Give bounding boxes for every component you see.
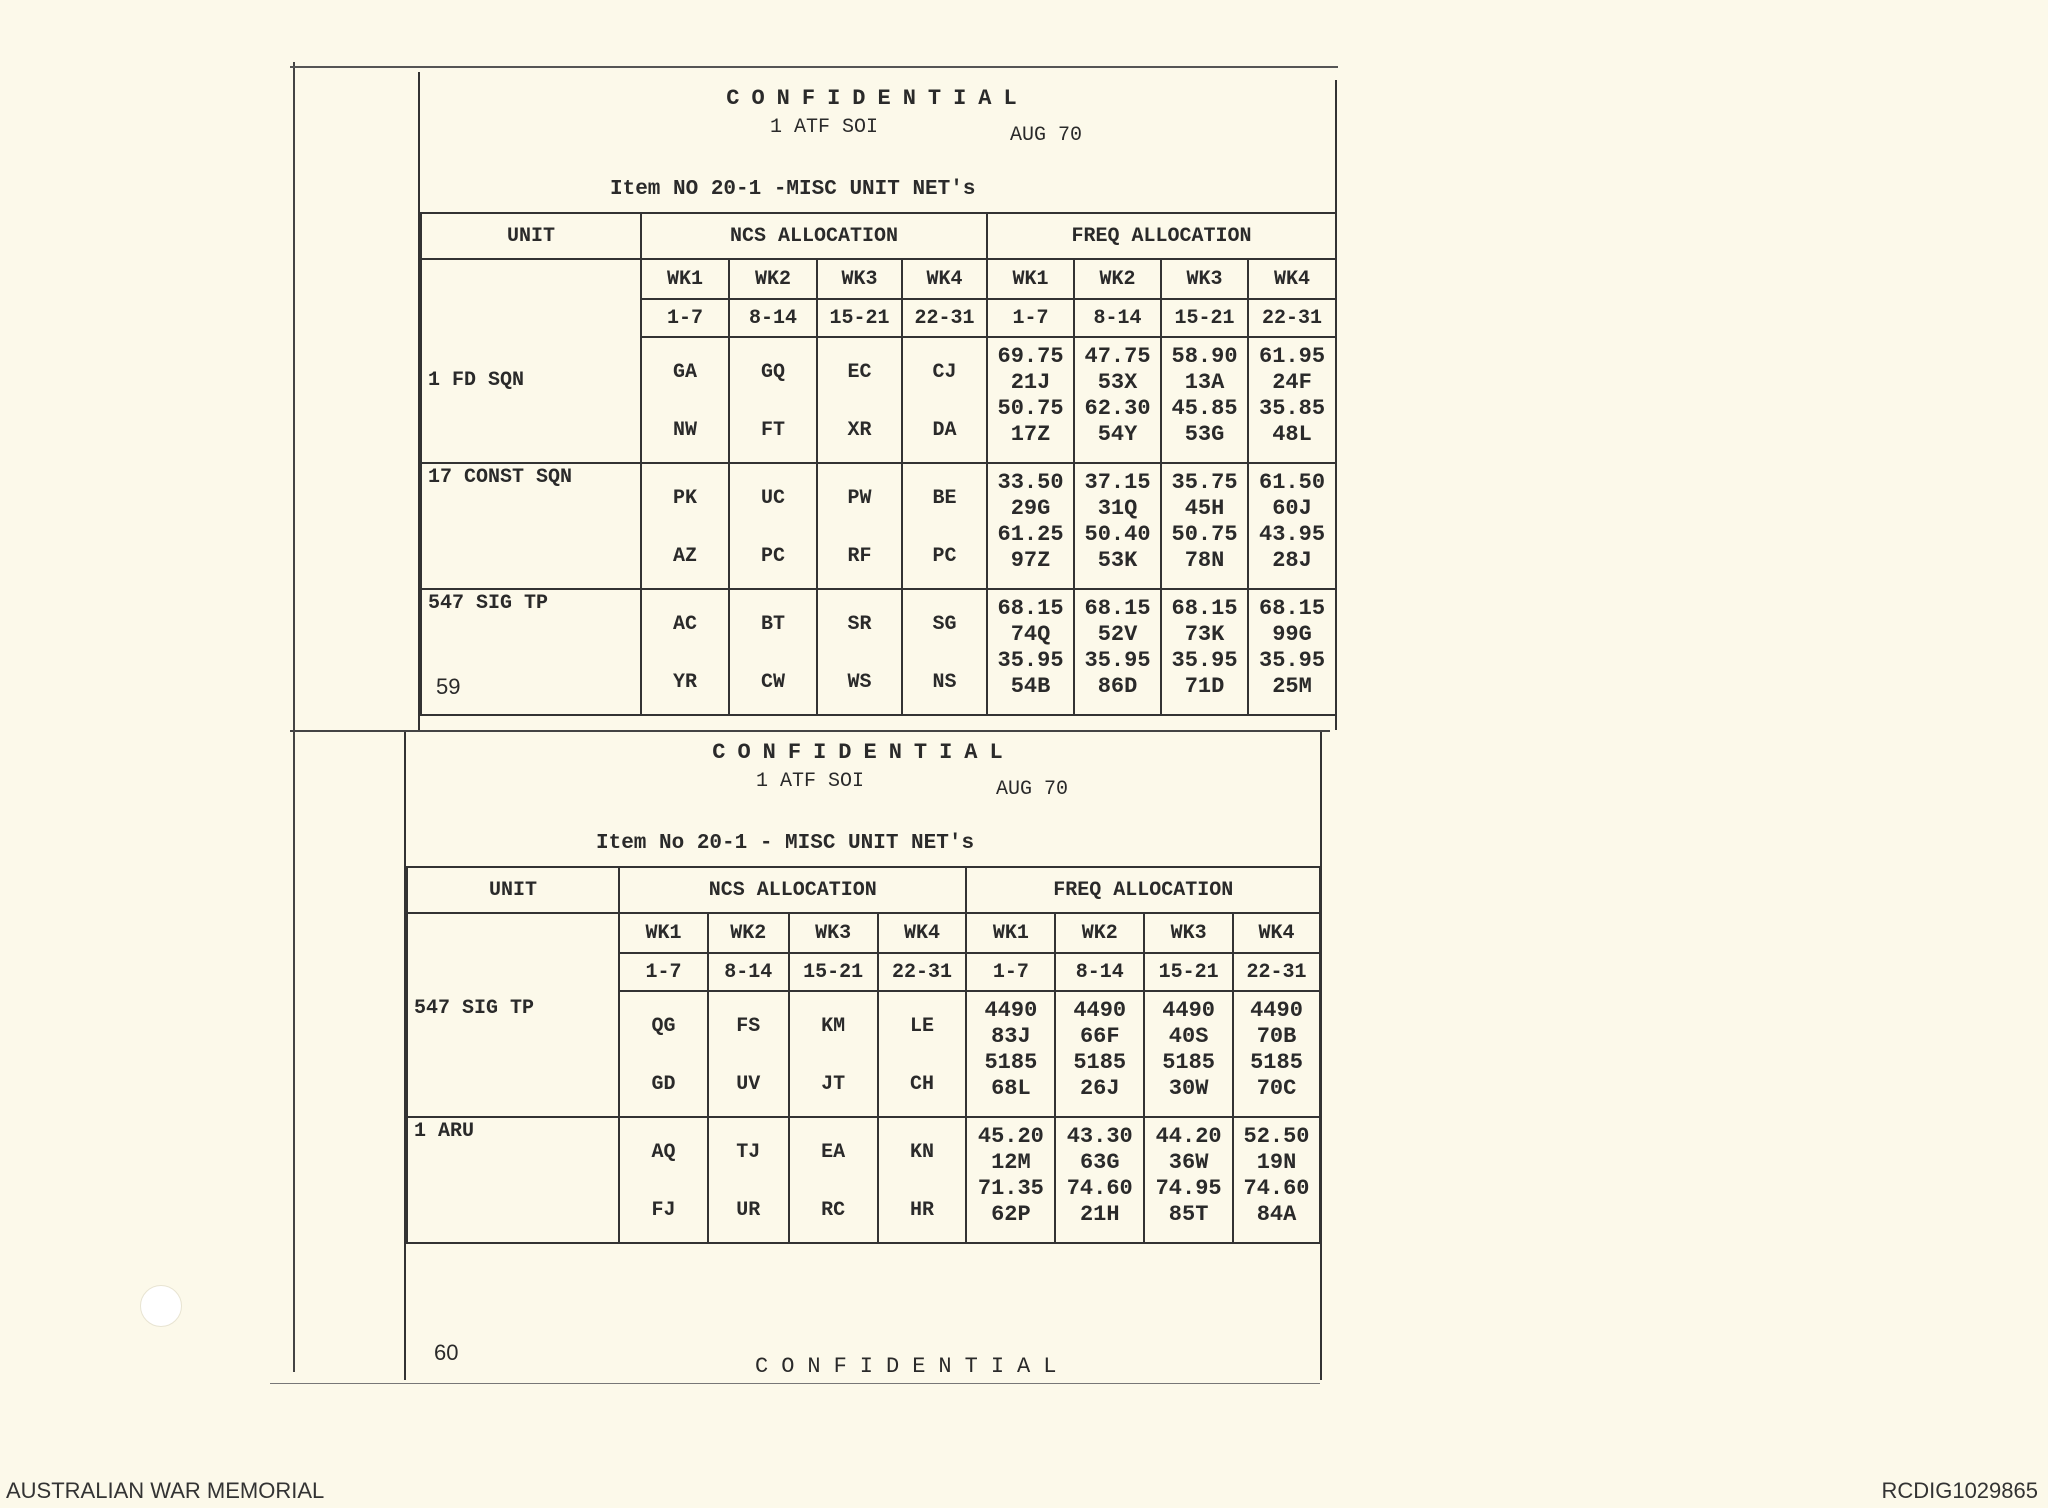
item-title <box>420 172 1335 212</box>
ncs-week: WK3 <box>789 913 878 953</box>
ncs-cell: GQ FT <box>729 337 817 463</box>
freq-cell: 69.75 21J 50.75 17Z <box>987 337 1074 463</box>
header-line <box>406 770 1321 800</box>
freq-range: 1-7 <box>987 299 1074 337</box>
unit-header: UNIT <box>421 213 641 259</box>
allocation-table <box>406 866 1321 1244</box>
freq-range: 1-7 <box>966 953 1055 991</box>
date-label: AUG 70 <box>996 778 1069 801</box>
ncs-range: 22-31 <box>878 953 967 991</box>
freq-cell: 68.15 52V 35.95 86D <box>1074 589 1161 715</box>
page-60 <box>406 740 1321 1244</box>
allocation-table <box>420 212 1337 716</box>
record-id: RCDIG1029865 <box>1881 1478 2038 1503</box>
freq-header: FREQ ALLOCATION <box>966 867 1320 913</box>
punch-hole <box>140 1285 182 1327</box>
freq-range: 22-31 <box>1248 299 1336 337</box>
ncs-range: 22-31 <box>902 299 987 337</box>
freq-cell: 68.15 74Q 35.95 54B <box>987 589 1074 715</box>
freq-cell: 61.50 60J 43.95 28J <box>1248 463 1336 589</box>
page-59 <box>420 86 1335 716</box>
ncs-range: 1-7 <box>619 953 708 991</box>
freq-cell: 45.20 12M 71.35 62P <box>966 1117 1055 1243</box>
ncs-week: WK4 <box>902 259 987 299</box>
archive-label: AUSTRALIAN WAR MEMORIAL <box>6 1478 325 1503</box>
ncs-week: WK4 <box>878 913 967 953</box>
ncs-week: WK1 <box>641 259 729 299</box>
freq-cell: 37.15 31Q 50.40 53K <box>1074 463 1161 589</box>
ncs-range: 8-14 <box>729 299 817 337</box>
freq-cell: 47.75 53X 62.30 54Y <box>1074 337 1161 463</box>
ncs-week: WK3 <box>817 259 902 299</box>
freq-cell: 58.90 13A 45.85 53G <box>1161 337 1248 463</box>
date-label: AUG 70 <box>1010 124 1083 147</box>
ncs-cell: SR WS <box>817 589 902 715</box>
unit-cell <box>421 589 641 715</box>
unit-cell: 547 SIG TP <box>407 913 619 1117</box>
ncs-week: WK1 <box>619 913 708 953</box>
unit-header: UNIT <box>407 867 619 913</box>
freq-range: 8-14 <box>1055 953 1144 991</box>
ncs-cell: TJ UR <box>708 1117 789 1243</box>
freq-week: WK4 <box>1248 259 1336 299</box>
freq-week: WK3 <box>1161 259 1248 299</box>
freq-range: 15-21 <box>1161 299 1248 337</box>
freq-cell: 52.50 19N 74.60 84A <box>1233 1117 1320 1243</box>
ncs-cell: AQ FJ <box>619 1117 708 1243</box>
ncs-cell: SG NS <box>902 589 987 715</box>
item-title <box>406 826 1321 866</box>
bottom-rule <box>270 1383 1320 1384</box>
top-rule <box>290 66 1338 68</box>
freq-header: FREQ ALLOCATION <box>987 213 1336 259</box>
freq-week: WK1 <box>966 913 1055 953</box>
ncs-range: 1-7 <box>641 299 729 337</box>
freq-cell: 68.15 73K 35.95 71D <box>1161 589 1248 715</box>
ncs-week: WK2 <box>729 259 817 299</box>
ncs-range: 8-14 <box>708 953 789 991</box>
ncs-cell: LE CH <box>878 991 967 1117</box>
unit-cell: 1 ARU <box>407 1117 619 1243</box>
ncs-cell: UC PC <box>729 463 817 589</box>
item-label: Item No 20-1 - MISC UNIT NET's <box>596 832 975 855</box>
freq-cell: 33.50 29G 61.25 97Z <box>987 463 1074 589</box>
freq-week: WK2 <box>1074 259 1161 299</box>
freq-cell: 4490 70B 5185 70C <box>1233 991 1320 1117</box>
page-number: 60 <box>434 1340 459 1365</box>
ncs-cell: BE PC <box>902 463 987 589</box>
ncs-cell: FS UV <box>708 991 789 1117</box>
ncs-cell: PK AZ <box>641 463 729 589</box>
ncs-range: 15-21 <box>789 953 878 991</box>
freq-week: WK2 <box>1055 913 1144 953</box>
freq-range: 15-21 <box>1144 953 1233 991</box>
unit-label: 547 SIG TP <box>428 592 549 615</box>
ncs-cell: AC YR <box>641 589 729 715</box>
freq-cell: 4490 40S 5185 30W <box>1144 991 1233 1117</box>
freq-week: WK3 <box>1144 913 1233 953</box>
ncs-cell: KN HR <box>878 1117 967 1243</box>
ncs-cell: GA NW <box>641 337 729 463</box>
item-label: Item NO 20-1 -MISC UNIT NET's <box>610 178 976 201</box>
page-divider <box>290 730 1330 732</box>
soi-label: 1 ATF SOI <box>756 770 865 793</box>
freq-cell: 68.15 99G 35.95 25M <box>1248 589 1336 715</box>
ncs-cell: KM JT <box>789 991 878 1117</box>
margin-line <box>293 62 295 1372</box>
freq-cell: 43.30 63G 74.60 21H <box>1055 1117 1144 1243</box>
ncs-week: WK2 <box>708 913 789 953</box>
ncs-cell: CJ DA <box>902 337 987 463</box>
soi-label: 1 ATF SOI <box>770 116 879 139</box>
freq-week: WK4 <box>1233 913 1320 953</box>
freq-cell: 44.20 36W 74.95 85T <box>1144 1117 1233 1243</box>
freq-range: 8-14 <box>1074 299 1161 337</box>
freq-week: WK1 <box>987 259 1074 299</box>
ncs-range: 15-21 <box>817 299 902 337</box>
header-line <box>420 116 1335 146</box>
page-number: 59 <box>436 674 461 699</box>
ncs-cell: EA RC <box>789 1117 878 1243</box>
freq-range: 22-31 <box>1233 953 1320 991</box>
ncs-cell: PW RF <box>817 463 902 589</box>
ncs-header: NCS ALLOCATION <box>619 867 966 913</box>
ncs-header: NCS ALLOCATION <box>641 213 987 259</box>
unit-cell: 1 FD SQN <box>421 259 641 463</box>
freq-cell: 35.75 45H 50.75 78N <box>1161 463 1248 589</box>
confidential-heading: CONFIDENTIAL <box>726 86 1029 111</box>
confidential-footer: CONFIDENTIAL <box>755 1354 1070 1379</box>
unit-cell: 17 CONST SQN <box>421 463 641 589</box>
freq-cell: 4490 83J 5185 68L <box>966 991 1055 1117</box>
ncs-cell: EC XR <box>817 337 902 463</box>
freq-cell: 4490 66F 5185 26J <box>1055 991 1144 1117</box>
confidential-heading: CONFIDENTIAL <box>712 740 1015 765</box>
ncs-cell: QG GD <box>619 991 708 1117</box>
ncs-cell: BT CW <box>729 589 817 715</box>
freq-cell: 61.95 24F 35.85 48L <box>1248 337 1336 463</box>
